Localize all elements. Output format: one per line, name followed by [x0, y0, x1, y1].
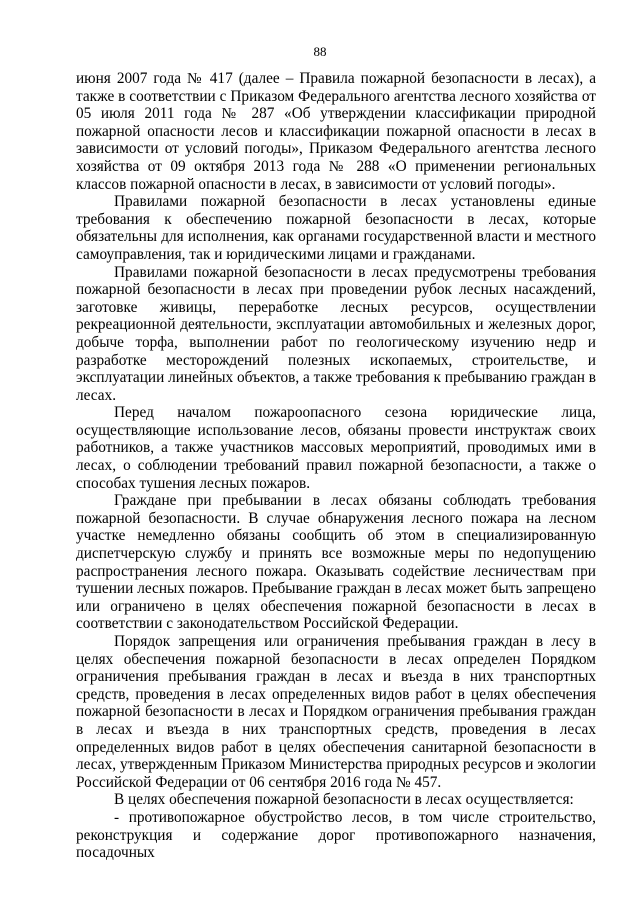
paragraph-8: - противопожарное обустройство лесов, в том числе строительство, реконструкция и содержание дорог противопожарного назначения, посадочных — [76, 808, 596, 862]
document-body — [76, 70, 596, 862]
paragraph-2: Правилами пожарной безопасности в лесах установлены единые требования к обеспечению пожарной безопасности в лесах, которые обязательны для исполнения, как органами государственной власти и местного самоуправления, так и юридическими лицами и гражданами. — [76, 193, 596, 263]
page-number: 88 — [313, 44, 327, 59]
paragraph-3: Правилами пожарной безопасности в лесах предусмотрены требования пожарной безопасности в лесах при проведении рубок лесных насаждений, заготовке живицы, переработке лесных ресурсов, осуществлении рекреационной деятельности, эксплуатации автомобильных и железных дорог, добыче торфа, выполнении работ по геологическому изучению недр и разработке месторождений полезных ископаемых, строительстве, и эксплуатации линейных объектов, а также требования к пребыванию граждан в лесах. — [76, 263, 596, 404]
paragraph-6: Порядок запрещения или ограничения пребывания граждан в лесу в целях обеспечения пожарной безопасности в лесах определен Порядком ограничения пребывания граждан в лесах и въезда в них транспортных средств, проведения в лесах определенных видов работ в целях обеспечения пожарной безопасности в лесах и Порядком ограничения пребывания граждан в лесах и въезда в них транспортных средств, проведения в лесах определенных видов работ в целях обеспечения санитарной безопасности в лесах, утвержденным Приказом Министерства природных ресурсов и экологии Российской Федерации от 06 сентября 2016 года № 457. — [76, 633, 596, 791]
paragraph-4: Перед началом пожароопасного сезона юридические лица, осуществляющие использование лесов, обязаны провести инструктаж своих работников, а также участников массовых мероприятий, проводимых ими в лесах, о соблюдении требований правил пожарной безопасности, а также о способах тушения лесных пожаров. — [76, 404, 596, 492]
paragraph-1: июня 2007 года № 417 (далее – Правила пожарной безопасности в лесах), а также в соответствии с Приказом Федерального агентства лесного хозяйства от 05 июля 2011 года № 287 «Об утверждении классификации природной пожарной опасности лесов и классификации пожарной опасности в лесах в зависимости от условий погоды», Приказом Федерального агентства лесного хозяйства от 09 октября 2013 года № 288 «О применении региональных классов пожарной опасности в лесах, в зависимости от условий погоды». — [76, 70, 596, 193]
paragraph-7: В целях обеспечения пожарной безопасности в лесах осуществляется: — [114, 791, 574, 809]
paragraph-5: Граждане при пребывании в лесах обязаны соблюдать требования пожарной безопасности. В случае обнаружения лесного пожара на лесном участке немедленно обязаны сообщить об этом в специализированную диспетчерскую службу и принять все возможные меры по недопущению распространения лесного пожара. Оказывать содействие лесничествам при тушении лесных пожаров. Пребывание граждан в лесах может быть запрещено или ограничено в целях обеспечения пожарной безопасности в лесах в соответствии с законодательством Российской Федерации. — [76, 492, 596, 633]
